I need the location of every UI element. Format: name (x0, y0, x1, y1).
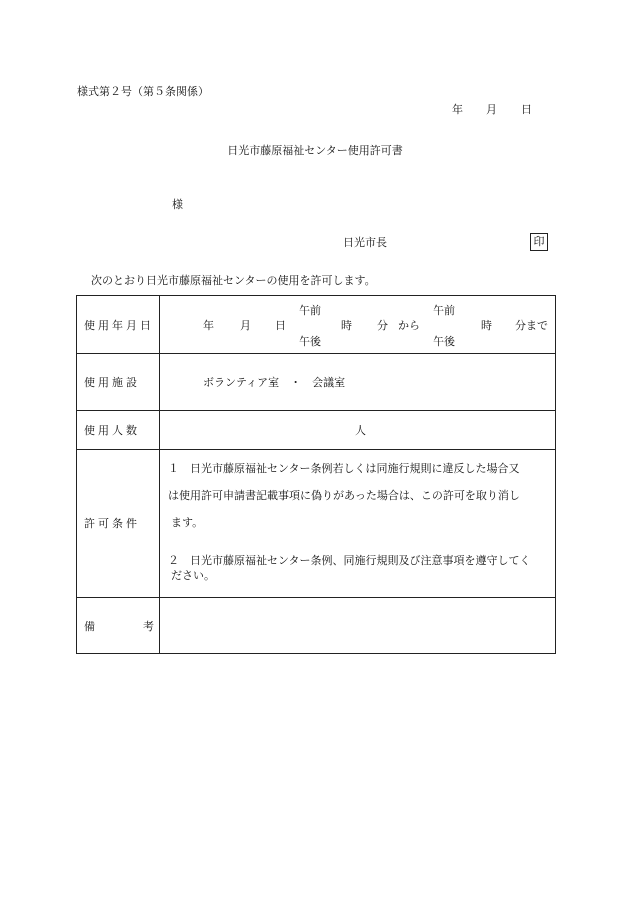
end-minute-label: 分まで (515, 319, 548, 332)
start-am-label: 午前 (299, 304, 321, 317)
use-month-label: 月 (240, 319, 251, 332)
facility-row-label: 使用施設 (84, 376, 140, 389)
condition-1-line-2: は使用許可申請書記載事項に偽りがあった場合は、この許可を取り消し (168, 489, 520, 502)
start-hour-label: 時 (341, 319, 352, 332)
row-divider (77, 449, 555, 450)
remarks-label-left: 備 (84, 620, 95, 633)
use-year-label: 年 (203, 319, 214, 332)
row-divider (77, 410, 555, 411)
form-number: 様式第２号（第５条関係） (77, 85, 209, 98)
people-unit: 人 (355, 424, 366, 437)
remarks-label-right: 考 (143, 620, 154, 633)
start-pm-label: 午後 (299, 335, 321, 348)
date-month-label: 月 (486, 103, 497, 116)
date-day-label: 日 (521, 103, 532, 116)
label-column-divider (159, 296, 160, 653)
end-pm-label: 午後 (433, 335, 455, 348)
condition-2-line-1: ２ 日光市藤原福祉センター条例、同施行規則及び注意事項を遵守してく (168, 554, 531, 567)
start-minute-label: 分 (377, 319, 388, 332)
date-year-label: 年 (452, 103, 463, 116)
date-row-label: 使用年月日 (84, 319, 154, 332)
row-divider (77, 353, 555, 354)
row-divider (77, 597, 555, 598)
from-label: から (398, 319, 420, 332)
use-day-label: 日 (275, 319, 286, 332)
condition-1-line-1: １ 日光市藤原福祉センター条例若しくは同施行規則に違反した場合又 (168, 462, 520, 475)
condition-2-line-2: ださい。 (171, 569, 215, 582)
document-title: 日光市藤原福祉センター使用許可書 (227, 144, 403, 157)
permit-table (76, 295, 556, 654)
condition-1-line-3: ます。 (171, 516, 204, 529)
seal-stamp: 印 (530, 233, 548, 251)
end-am-label: 午前 (433, 304, 455, 317)
addressee-suffix: 様 (172, 198, 183, 211)
end-hour-label: 時 (481, 319, 492, 332)
people-row-label: 使用人数 (84, 424, 140, 437)
intro-text: 次のとおり日光市藤原福祉センターの使用を許可します。 (91, 274, 376, 287)
facility-value: ボランティア室 ・ 会議室 (203, 376, 346, 389)
issuer-name: 日光市長 (343, 236, 387, 249)
conditions-row-label: 許可条件 (84, 517, 140, 530)
